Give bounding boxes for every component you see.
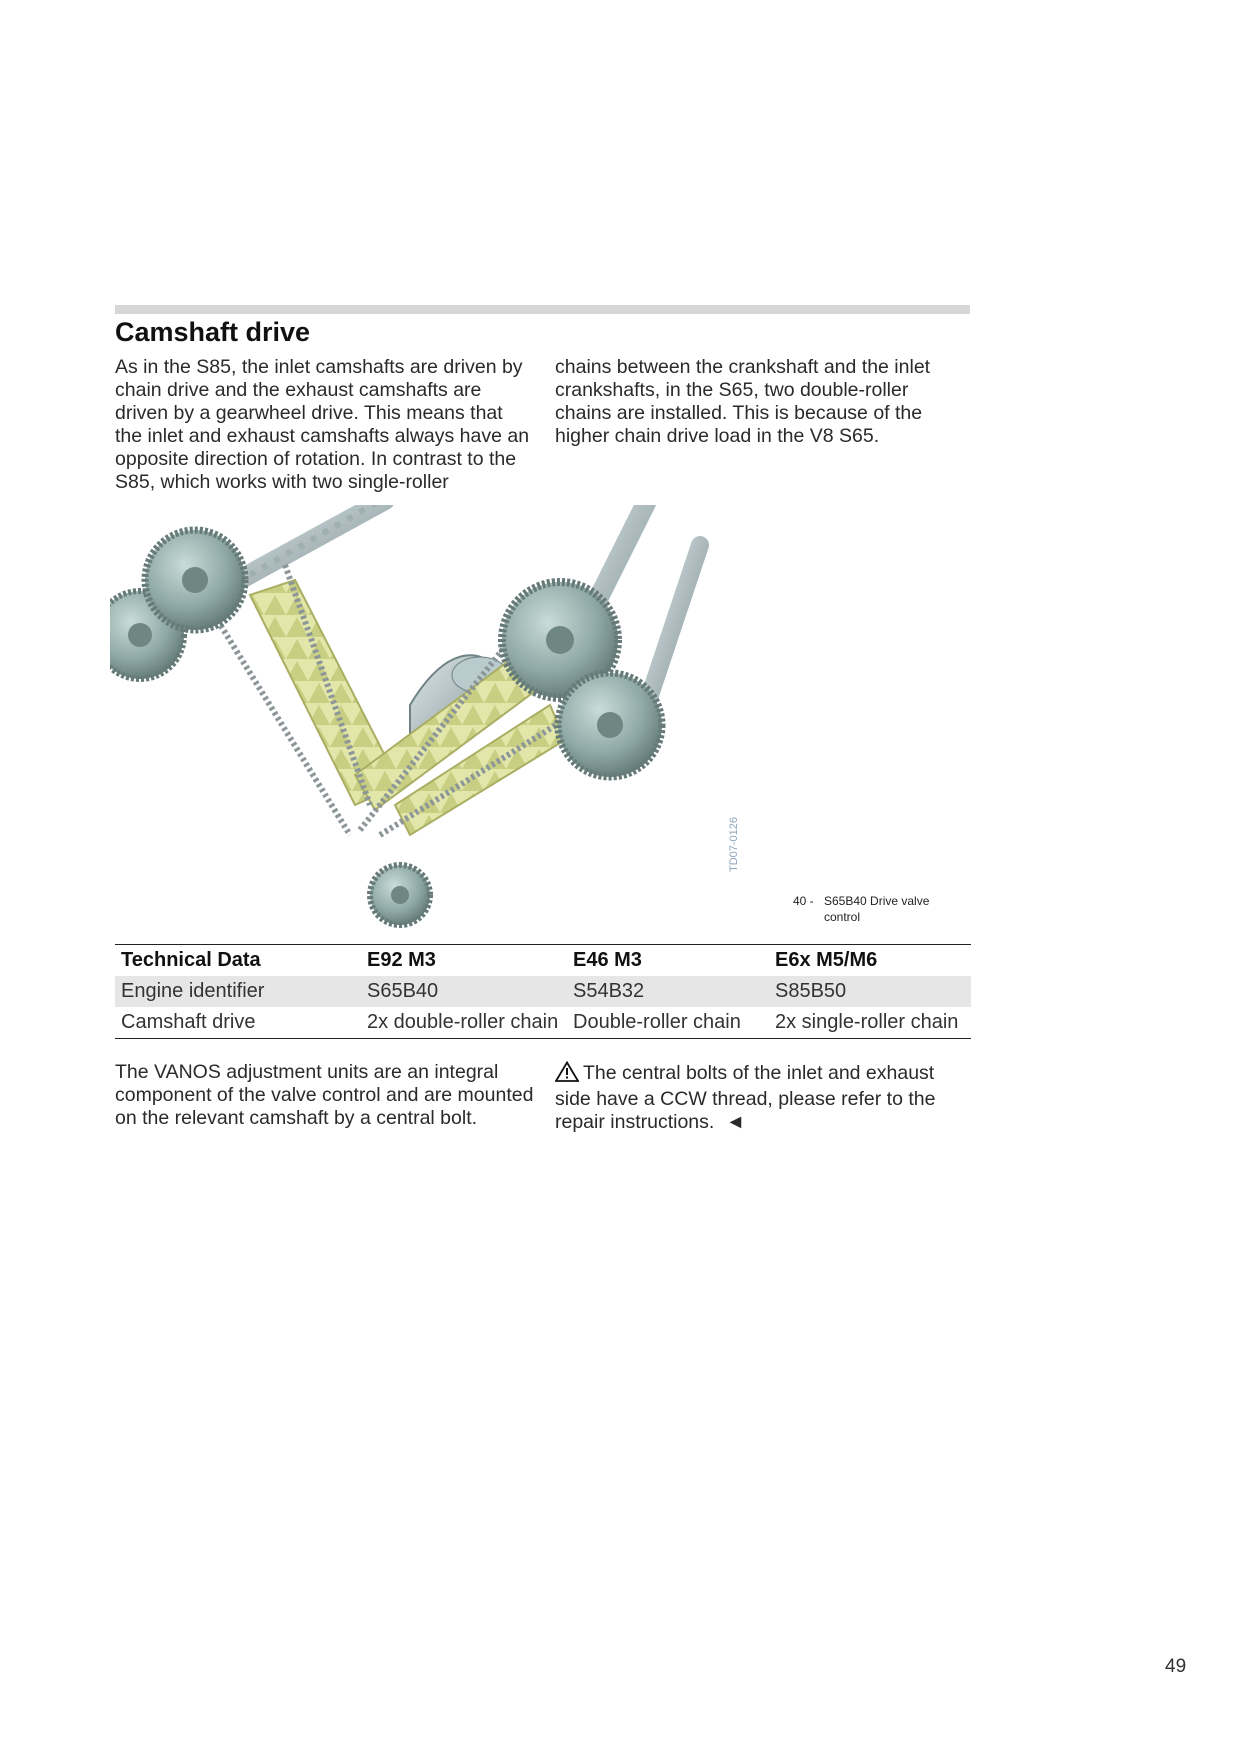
camshaft-drive-illustration (110, 505, 765, 935)
table-cell: S65B40 (367, 980, 439, 1002)
figure-caption-number: 40 - (793, 894, 814, 908)
table-cell: Double-roller chain (573, 1011, 741, 1033)
table-header-cell: E46 M3 (573, 949, 642, 971)
table-row (115, 1007, 971, 1039)
table-cell: 2x double-roller chain (367, 1011, 559, 1033)
figure-caption-text: S65B40 Drive valve control (824, 894, 930, 924)
right-exhaust-sprocket (558, 673, 662, 777)
figure-caption (793, 893, 944, 925)
intro-text-column-2: chains between the crankshaft and the inlet crankshafts, in the S65, two double-roller chains are installed. This is because of the higher chain drive load in the V8 S65. (555, 356, 931, 447)
table-cell: 2x single-roller chain (775, 1011, 959, 1033)
table-header-cell: E92 M3 (367, 949, 436, 971)
end-marker-icon: ◄ (725, 1111, 746, 1133)
table-cell: Engine identifier (121, 980, 265, 1002)
warning-note (555, 1061, 975, 1134)
table-header-cell: Technical Data (121, 949, 261, 971)
crankshaft-sprocket (370, 865, 430, 925)
warning-text: The central bolts of the inlet and exhaust side have a CCW thread, please refer to the repair instructions. (555, 1062, 936, 1133)
section-title: Camshaft drive (115, 317, 311, 347)
warning-triangle-icon (555, 1061, 583, 1088)
left-inlet-sprocket (145, 530, 245, 630)
intro-text-column-1: As in the S85, the inlet camshafts are driven by chain drive and the exhaust camshafts are driven by a gearwheel drive. This means that the inlet and exhaust camshafts always have an opposite direction of rotation. In contrast to the S85, which works with two single-roller (115, 356, 530, 493)
table-cell: S54B32 (573, 980, 645, 1002)
table-header-row (115, 945, 971, 977)
page-number: 49 (1165, 1656, 1187, 1677)
table-row (115, 976, 971, 1007)
table-cell: Camshaft drive (121, 1011, 256, 1033)
figure-code: TD07-0126 (728, 816, 740, 872)
section-divider-bar (115, 305, 970, 314)
vanos-note: The VANOS adjustment units are an integral component of the valve control and are mounted on the relevant camshaft by a central bolt. (115, 1061, 534, 1129)
technical-data-table (115, 944, 971, 1039)
table-header-cell: E6x M5/M6 (775, 949, 878, 971)
table-cell: S85B50 (775, 980, 847, 1002)
left-camshaft (230, 505, 390, 585)
